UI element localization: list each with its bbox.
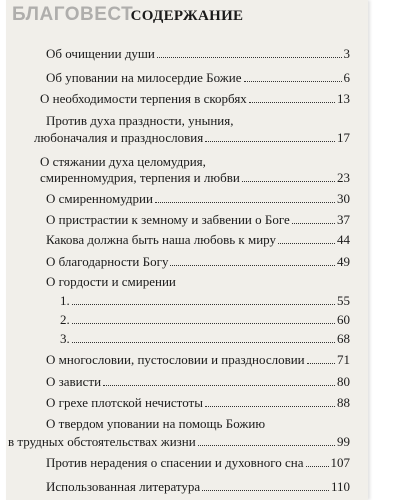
toc-entry-page: 3 [343, 46, 350, 61]
dot-leader [170, 255, 335, 266]
toc-entry-page: 107 [330, 455, 350, 470]
toc-entry [46, 479, 350, 495]
dot-leader [202, 480, 329, 491]
toc-entry-label-line1: О стяжании духа целомудрия, [40, 154, 206, 169]
toc-entry [46, 46, 350, 62]
toc-entry-page: 99 [337, 434, 350, 449]
toc-subentry-page: 60 [337, 312, 350, 327]
dot-leader [103, 375, 335, 386]
toc-entry-label: О зависти [46, 374, 102, 389]
dot-leader [157, 47, 342, 58]
toc-entry [46, 212, 350, 228]
toc-entry-label: О смиренномудрии [46, 191, 153, 206]
toc-entry-label: О необходимости терпения в скорбях [40, 91, 247, 106]
toc-entry-label-line1: Против духа праздности, уныния, [46, 113, 234, 128]
dot-leader [205, 396, 335, 407]
dot-leader [249, 92, 335, 103]
dot-leader [72, 332, 335, 343]
toc-section-heading: О гордости и смирении [46, 274, 176, 289]
toc-entry-label: О пристрастии к земному и забвении о Боге [46, 212, 290, 227]
toc-entry-label: смиренномудрия, терпения и любви [40, 170, 240, 185]
toc-entry [46, 70, 350, 86]
toc-entry-page: 23 [337, 170, 350, 185]
toc-entry [46, 374, 350, 390]
toc-entry-page: 88 [337, 395, 350, 410]
toc-entry-page: 80 [337, 374, 350, 389]
toc-subentry-page: 55 [337, 293, 350, 308]
toc-entry-label: Против нерадения о спасении и духовного сна [46, 455, 304, 470]
dot-leader [155, 192, 335, 203]
toc-subentry-page: 68 [337, 331, 350, 346]
toc-entry-page: 13 [337, 91, 350, 106]
toc-subentry-label: 3. [60, 331, 70, 346]
toc-entry-page: 71 [337, 352, 350, 367]
toc-entry-label-line1: О твердом уповании на помощь Божию [46, 416, 266, 431]
dot-leader [307, 353, 335, 364]
toc-entry-label: любоначалия и празднословия [34, 130, 204, 145]
dot-leader [292, 213, 335, 224]
toc-subentry-label: 1. [60, 293, 70, 308]
toc-entry-page: 17 [337, 130, 350, 145]
toc-entry-label: в трудных обстоятельствах жизни [8, 434, 196, 449]
toc-subentry [60, 312, 350, 328]
toc-entry [34, 130, 350, 146]
toc-entry [40, 170, 350, 186]
toc-entry-label: О многословии, пустословии и празднословии [46, 352, 305, 367]
toc-entry [46, 455, 350, 471]
page-title: СОДЕРЖАНИЕ [130, 8, 244, 24]
toc-entry-page: 110 [330, 479, 350, 494]
toc-entry-page: 44 [337, 232, 350, 247]
dot-leader [278, 233, 335, 244]
dot-leader [306, 456, 329, 467]
toc-entry-page: 30 [337, 191, 350, 206]
watermark-logo: БЛАГОВЕСТ [12, 4, 134, 25]
toc-entry-label: Использованная литература [46, 479, 201, 494]
toc-entry-label: Об очищении души [46, 46, 155, 61]
toc-entry [40, 91, 350, 107]
toc-entry-page: 49 [337, 254, 350, 269]
toc-entry-page: 37 [337, 212, 350, 227]
toc-entry [46, 191, 350, 207]
dot-leader [72, 313, 335, 324]
toc-entry [8, 434, 350, 450]
toc-entry [46, 254, 350, 270]
toc-subentry [60, 293, 350, 309]
toc-entry-label: Какова должна быть наша любовь к миру [46, 232, 276, 247]
dot-leader [244, 71, 342, 82]
toc-entry-label: О грехе плотской нечистоты [46, 395, 203, 410]
toc-subentry [60, 331, 350, 347]
toc-subentry-label: 2. [60, 312, 70, 327]
dot-leader [242, 171, 335, 182]
toc-entry-label: О благодарности Богу [46, 254, 169, 269]
toc-entry [46, 395, 350, 411]
book-page [6, 0, 368, 500]
toc-entry [46, 232, 350, 248]
toc-entry-page: 6 [343, 70, 350, 85]
dot-leader [198, 435, 335, 446]
toc-entry-label: Об уповании на милосердие Божие [46, 70, 242, 85]
dot-leader [205, 131, 335, 142]
toc-entry [46, 352, 350, 368]
dot-leader [72, 294, 335, 305]
